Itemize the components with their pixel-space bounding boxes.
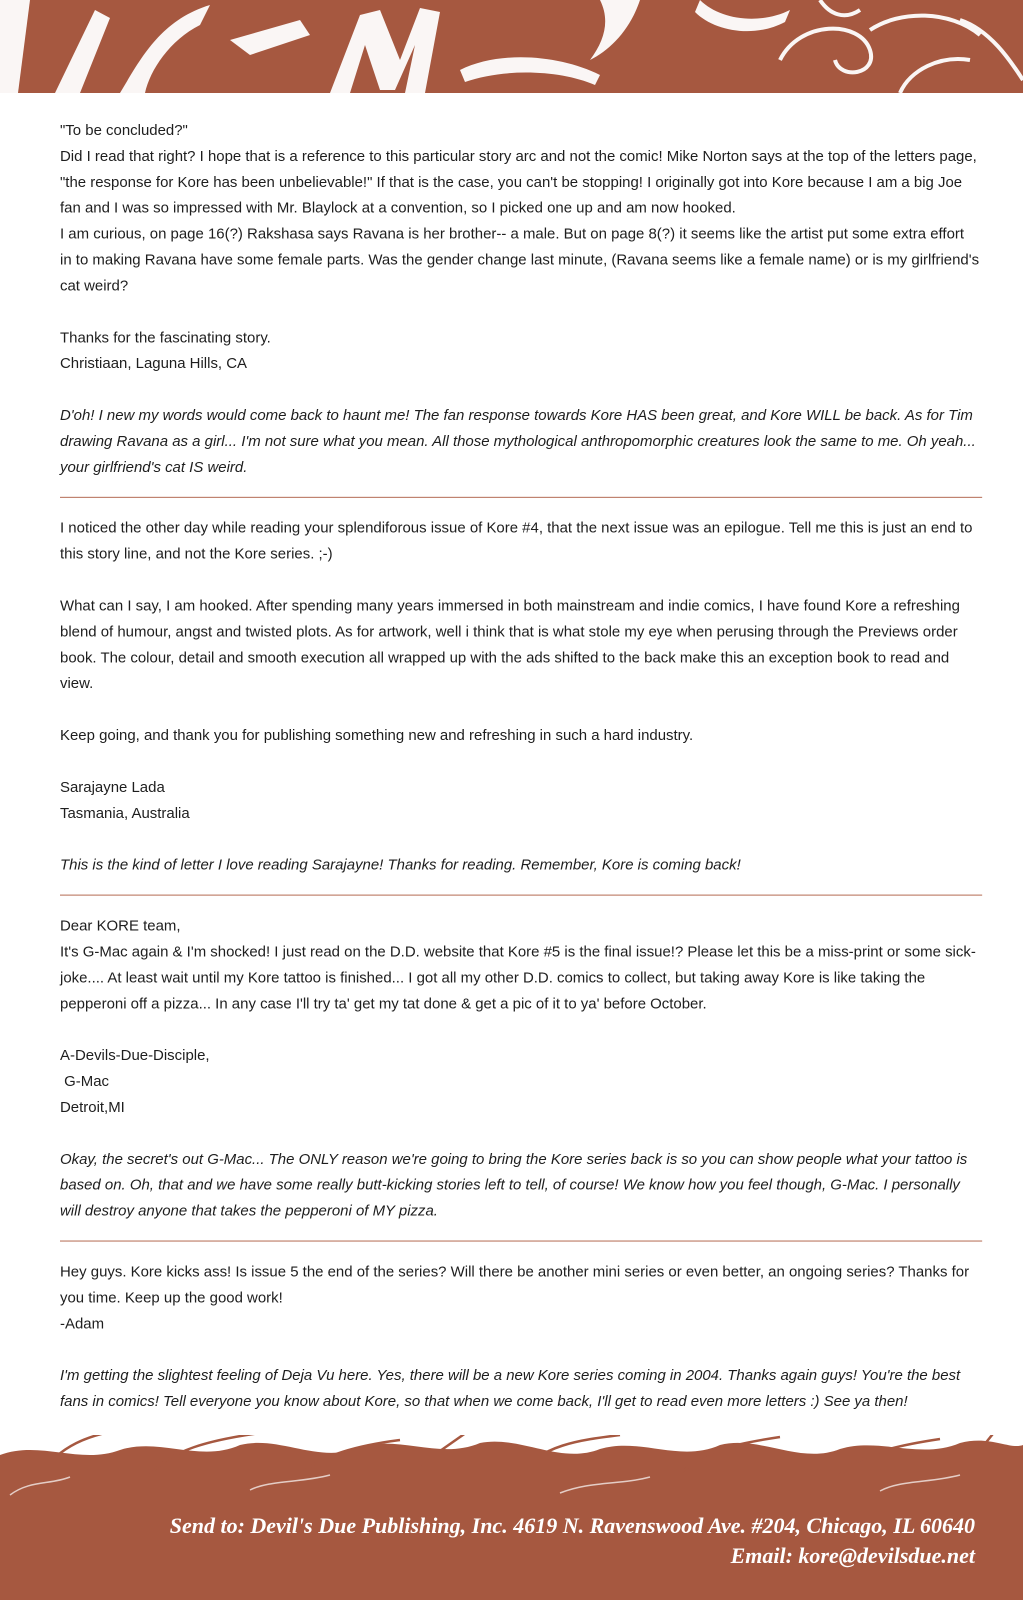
letters-column — [60, 118, 979, 1415]
paragraph-gap — [60, 299, 979, 325]
editor-reply: Okay, the secret's out G-Mac... The ONLY reason we're going to bring the Kore series back is so you can show people what your tattoo is based on. Oh, that and we have some really butt-kicking stories left to tell, of course! We know how you feel though, G-Mac. I personally will destroy anyone that takes the pepperoni of MY pizza. — [60, 1150, 968, 1220]
decorative-swirl-graphic — [0, 0, 1023, 93]
letter-signature: Sarajayne Lada — [60, 778, 165, 796]
paragraph-gap — [60, 749, 979, 775]
letter-paragraph: Thanks for the fascinating story. — [60, 329, 271, 347]
letter-paragraph: "To be concluded?" — [60, 121, 188, 139]
editor-reply: I'm getting the slightest feeling of Deja Vu here. Yes, there will be a new Kore series coming in 2004. Thanks again guys! You're the best fans in comics! Tell everyone you know about Kore, so that when we come back, I'll get to read even more letters :) See ya then! — [60, 1367, 961, 1411]
letter-signature: -Adam — [60, 1315, 105, 1333]
letter — [60, 914, 979, 1225]
letter-signature: Christiaan, Laguna Hills, CA — [60, 355, 248, 373]
letter — [60, 118, 979, 481]
paragraph-gap — [60, 1121, 979, 1147]
letter-paragraph: It's G-Mac again & I'm shocked! I just read on the D.D. website that Kore #5 is the final issue!? Please let this be a miss-print or some sick-joke.... At least wait until my Kore tattoo is finished... I got all my other D.D. comics to collect, but taking away Kore is like taking the pepperoni off a pizza... In any case I'll try ta' get my tat done & get a pic of it to ya' before October. — [60, 943, 976, 1013]
letter-paragraph: I noticed the other day while reading your splendiforous issue of Kore #4, that the next issue was an epilogue. Tell me this is just an end to this story line, and not the Kore series. ;-) — [60, 519, 973, 563]
paragraph-gap — [60, 1017, 979, 1043]
header-banner — [0, 0, 1023, 93]
paragraph-gap — [60, 827, 979, 853]
contact-email[interactable]: Email: kore@devilsdue.net — [730, 1543, 975, 1568]
letter — [60, 516, 979, 879]
editor-reply: D'oh! I new my words would come back to haunt me! The fan response towards Kore HAS been great, and Kore WILL be back. As for Tim drawing Ravana as a girl... I'm not sure what you mean. All those mythological anthropomorphic creatures look the same to me. Oh yeah... your girlfriend's cat IS weird. — [60, 407, 976, 476]
letter-divider — [60, 1241, 982, 1242]
letter-paragraph: Hey guys. Kore kicks ass! Is issue 5 the end of the series? Will there be another mini series or even better, an ongoing series? Thanks for you time. Keep up the good work! — [60, 1263, 970, 1307]
letter-divider — [60, 497, 982, 498]
paragraph-gap — [60, 1337, 979, 1363]
letter-paragraph: I am curious, on page 16(?) Rakshasa says Ravana is her brother-- a male. But on page 8(?) it seems like the artist put some extra effort in to making Ravana have some female parts. Was the gender change last minute, (Ravana seems like a female name) or is my girlfriend's cat weird? — [60, 225, 980, 295]
letter-paragraph: Did I read that right? I hope that is a reference to this particular story arc and not the comic! Mike Norton says at the top of the letters page, "the response for Kore has been unbelievable!" If that is the case, you can't be stopping! I originally got into Kore because I am a big Joe fan and I was so impressed with Mr. Blaylock at a convention, so I picked one up and am now hooked. — [60, 147, 977, 217]
letter-location: Tasmania, Australia — [60, 804, 190, 822]
letter-greeting: Dear KORE team, — [60, 917, 181, 935]
letter-signature: A-Devils-Due-Disciple, — [60, 1047, 210, 1065]
letter-signature: G-Mac — [60, 1073, 110, 1091]
letter-location: Detroit,MI — [60, 1098, 125, 1116]
letter-paragraph: Keep going, and thank you for publishing something new and refreshing in such a hard industry. — [60, 727, 694, 745]
footer-contact — [170, 1511, 975, 1571]
paragraph-gap — [60, 697, 979, 723]
letter-paragraph: What can I say, I am hooked. After spending many years immersed in both mainstream and indie comics, I have found Kore a refreshing blend of humour, angst and twisted plots. As for artwork, well i think that is what stole my eye when perusing through the Previews order book. The colour, detail and smooth execution all wrapped up with the ads shifted to the back make this an exception book to read and view. — [60, 597, 960, 693]
paragraph-gap — [60, 568, 979, 594]
mailing-address: Send to: Devil's Due Publishing, Inc. 4619 N. Ravenswood Ave. #204, Chicago, IL 60640 — [169, 1513, 975, 1538]
letter — [60, 1259, 979, 1415]
paragraph-gap — [60, 377, 979, 403]
footer-banner — [0, 1435, 1023, 1600]
editor-reply: This is the kind of letter I love reading Sarajayne! Thanks for reading. Remember, Kore is coming back! — [60, 856, 741, 874]
letter-divider — [60, 895, 982, 896]
